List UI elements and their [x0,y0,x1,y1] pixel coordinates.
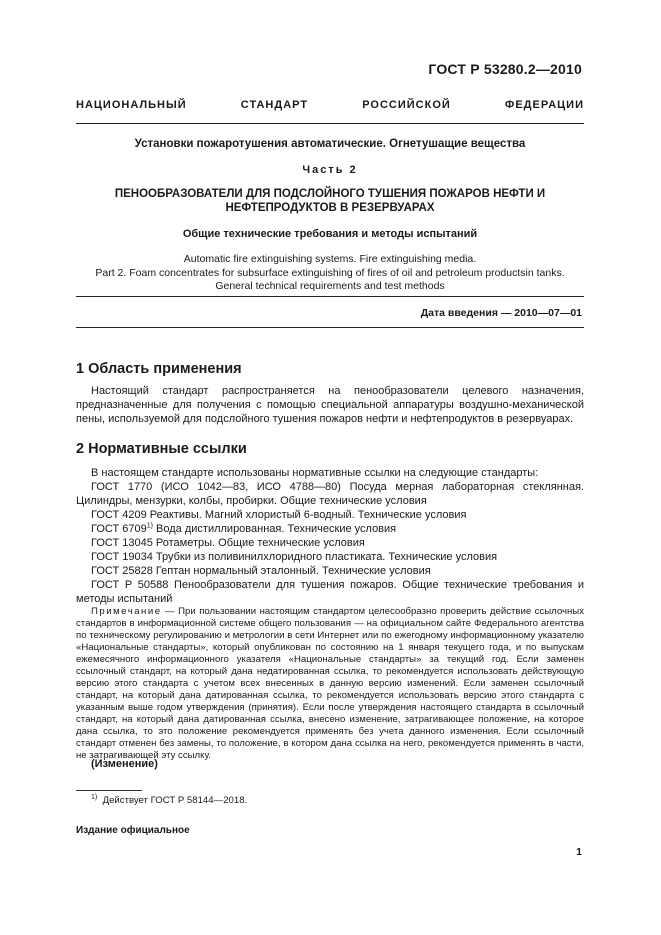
english-title-line-3: General technical requirements and test methods [215,280,445,292]
reference-item: ГОСТ Р 50588 Пенообразователи для тушения пожаров. Общие технические требования и методы испытаний [76,579,584,605]
reference-item: ГОСТ 25828 Гептан нормальный эталонный. Технические условия [91,565,431,577]
header-rule [76,123,584,124]
footnote [91,795,247,806]
note-label: Примечание [91,606,162,617]
footnote-text: Действует ГОСТ Р 58144—2018. [102,795,248,806]
section-2-heading: 2 Нормативные ссылки [76,441,247,457]
reference-code: ГОСТ 6709 [91,523,147,535]
references-intro: В настоящем стандарте использованы нормативные ссылки на следующие стандарты: [91,467,539,479]
subtitle: Общие технические требования и методы испытаний [182,228,478,240]
footnote-reference: 1) [146,522,153,530]
footnote-rule [76,790,142,791]
title-line: Установки пожаротушения автоматические. Огнетушащие вещества [134,138,526,150]
reference-item: ГОСТ 1770 (ИСО 1042—83, ИСО 4788—80) Посуда мерная лабораторная стеклянная. Цилиндры, мензурки, колбы, пробирки. Общие технические условия [76,481,584,507]
note-text: — При пользовании настоящим стандартом целесообразно проверить действие ссылочных стандартов в информационной системе общего пользования — на официальном сайте Федерального агентства по техническому регулированию и метрологии в сети Интернет или по ежегодному информационному указателю «Национальные стандарты», который опубликован по состоянию на 1 января текущего года, и по выпускам ежемесячного информационного указателя «Национальные стандарты» за текущий год. Если заменен ссылочный стандарт, на который дана недатированная ссылка, то рекомендуется использовать действующую версию этого стандарта с учетом всех внесенных в данную версию изменений. Если заменен ссылочный стандарт, на который дана датированная ссылка, то рекомендуется использовать версию этого стандарта с указанным выше годом утверждения (принятия). Если после утверждения настоящего стандарта в ссылочный стандарт, на который дана датированная ссылка, внесено изменение, затрагивающее положение, на которое дана ссылка, то это положение рекомендуется применять без учета данного изменения. Если ссылочный стандарт отменен без замены, то положение, в котором дана ссылка на него, рекомендуется применять в части, не затрагивающей эту ссылку. [76,606,584,761]
section-1-text [76,384,584,426]
main-title: ПЕНООБРАЗОВАТЕЛИ ДЛЯ ПОДСЛОЙНОГО ТУШЕНИЯ ПОЖАРОВ НЕФТИ И НЕФТЕПРОДУКТОВ В РЕЗЕРВУАРАХ [114,188,546,214]
effective-date: Дата введения — 2010—07—01 [420,307,582,319]
standard-number: ГОСТ Р 53280.2—2010 [428,61,582,77]
reference-item: ГОСТ 13045 Ротаметры. Общие технические условия [91,537,365,549]
references-note [76,606,584,762]
national-standard-banner: НАЦИОНАЛЬНЫЙ СТАНДАРТ РОССИЙСКОЙ ФЕДЕРАЦИИ [76,99,584,111]
section-1-heading: 1 Область применения [76,361,242,377]
reference-item: ГОСТ 19034 Трубки из поливинилхлоридного пластиката. Технические условия [91,551,498,563]
reference-item: ГОСТ 4209 Реактивы. Магний хлористый 6-водный. Технические условия [91,509,467,521]
part-label: Часть 2 [302,164,358,176]
date-rule [76,327,584,328]
english-title-line-1: Automatic fire extinguishing systems. Fire extinguishing media. [183,253,477,265]
reference-title: Вода дистиллированная. Технические условия [156,523,397,535]
normative-references-list [76,466,584,606]
footnote-mark: 1) [91,793,98,801]
page-number: 1 [576,846,582,858]
english-title-line-2: Part 2. Foam concentrates for subsurface extinguishing of fires of oil and petroleum productsin tanks. [95,266,565,279]
change-marker: (Изменение) [91,758,158,770]
reference-item [76,522,584,536]
official-edition-label: Издание официальное [76,825,190,836]
title-rule [76,296,584,297]
english-title [76,253,584,294]
section-1-paragraph: Настоящий стандарт распространяется на пенообразователи целевого назначения, предназначенные для получения с помощью специальной аппаратуры воздушно-механической пены, используемой для подслойного тушения пожаров нефти и нефтепродуктов в резервуарах. [76,385,584,425]
